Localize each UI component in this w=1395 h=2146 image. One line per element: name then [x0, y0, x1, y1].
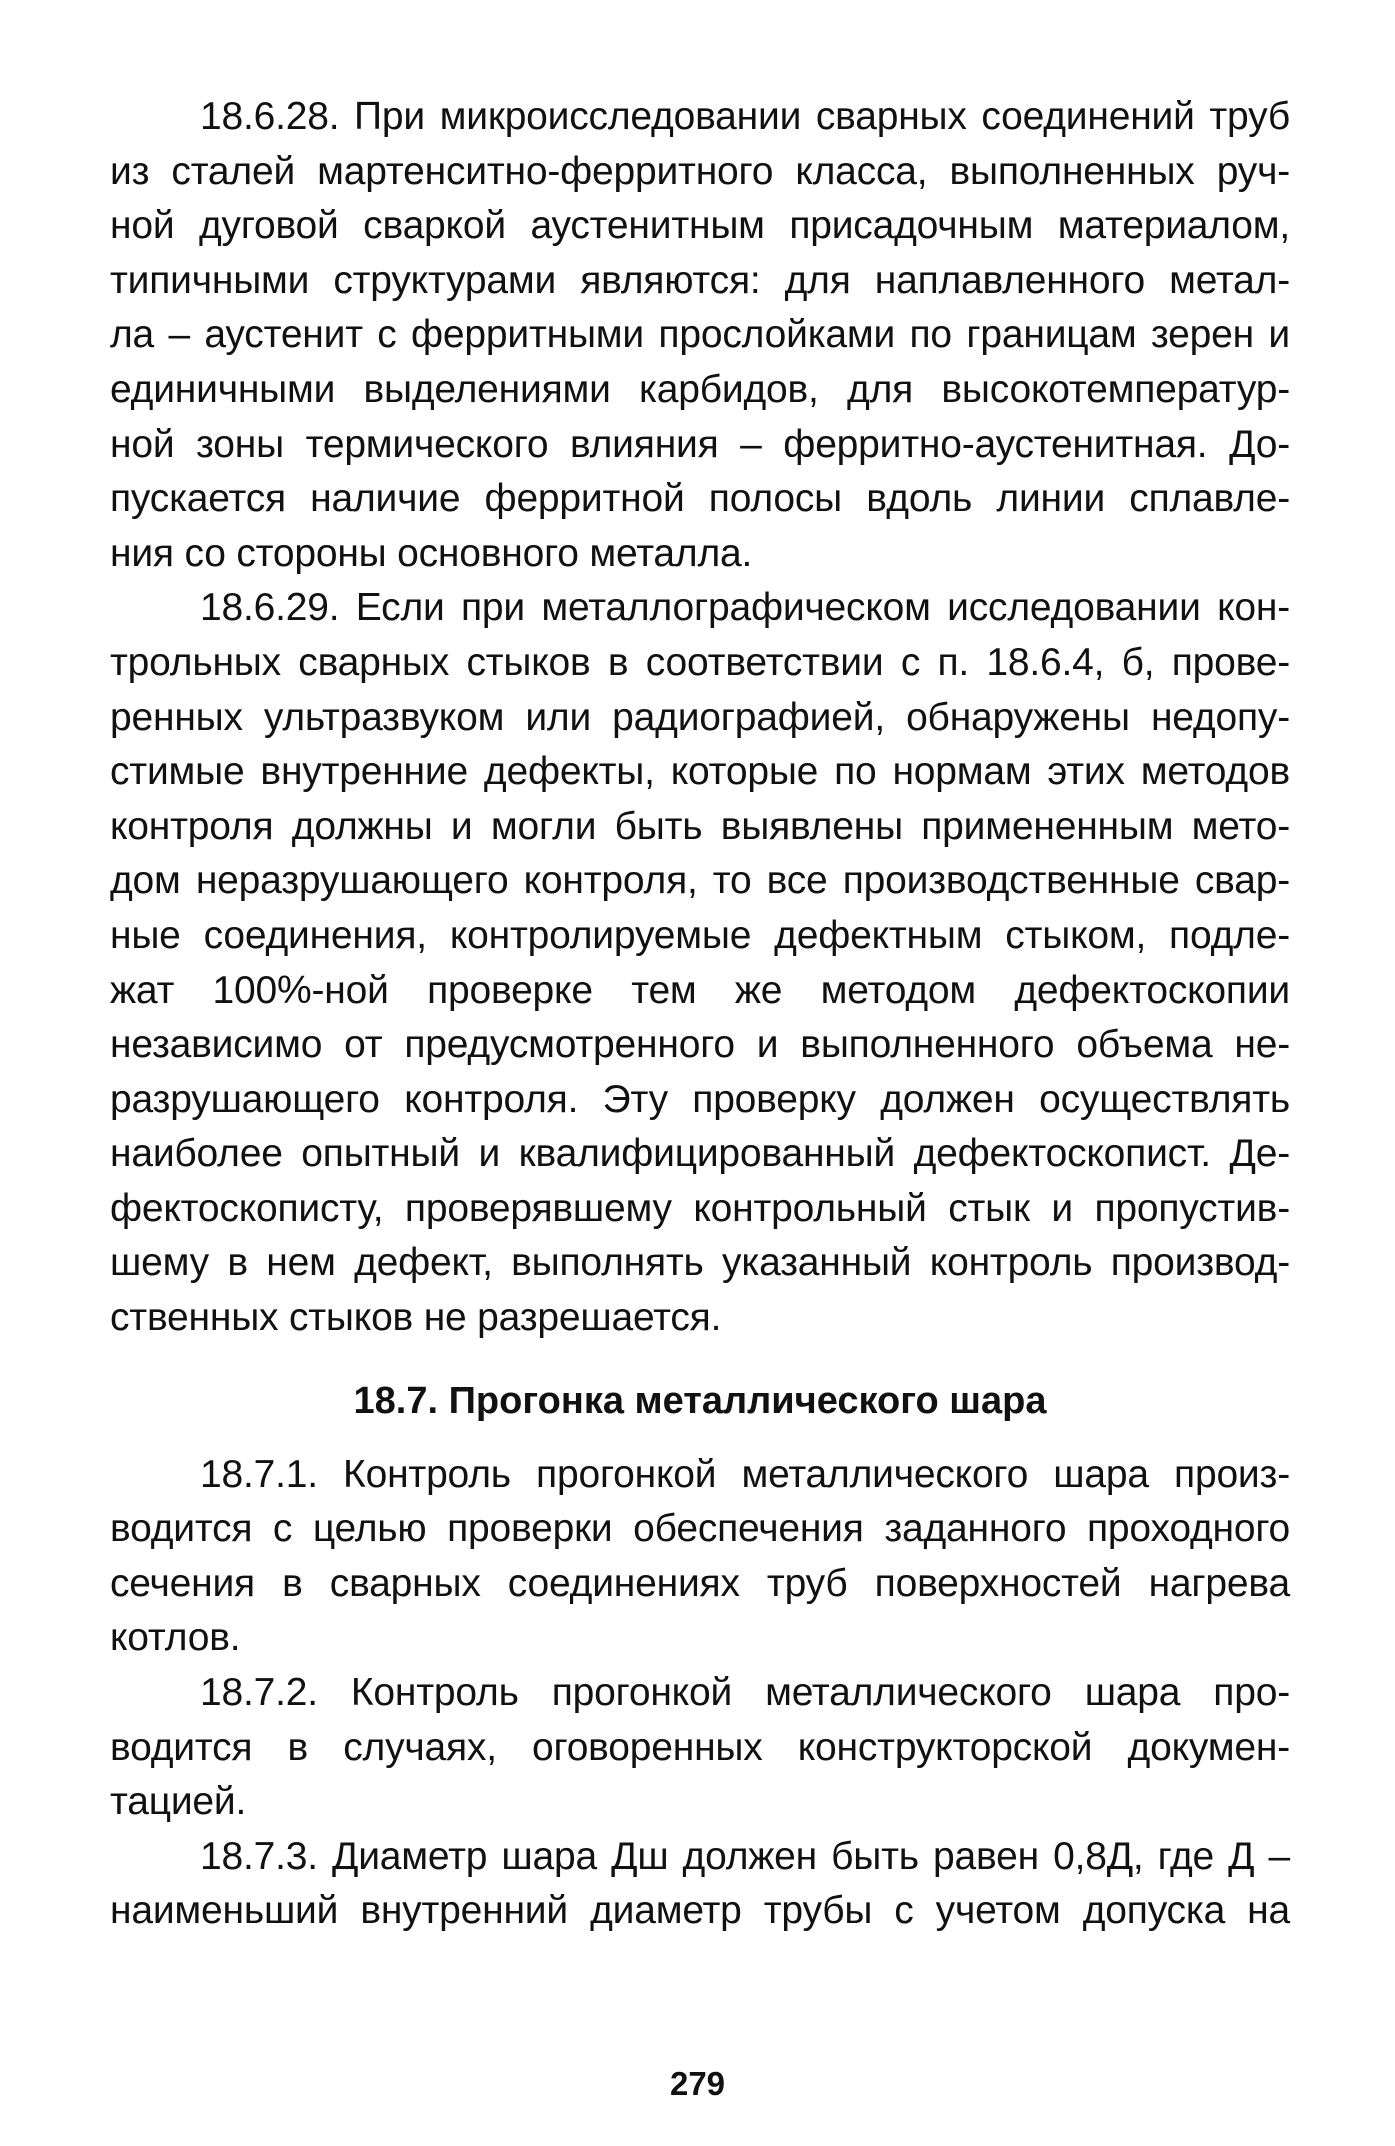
text-line: наиболее опытный и квалифицированный дефектоскопист. Де-	[110, 1132, 1290, 1176]
text-line: из сталей мартенситно-ферритного класса, выполненных руч-	[110, 149, 1290, 193]
text-line: котлов.	[110, 1616, 241, 1660]
page-number: 279	[669, 2065, 726, 2102]
text-line: наименьший внутренний диаметр трубы с учетом допуска на	[110, 1889, 1290, 1933]
text-line: трольных сварных стыков в соответствии с п. 18.6.4, б, прове-	[110, 640, 1290, 684]
text-line: ной дуговой сваркой аустенитным присадочным материалом,	[110, 204, 1290, 248]
page-body	[110, 90, 1290, 1939]
text-line: ной зоны термического влияния – ферритно-аустенитная. До-	[110, 422, 1290, 466]
text-line: ные соединения, контролируемые дефектным стыком, подле-	[110, 913, 1290, 957]
text-line: типичными структурами являются: для наплавленного метал-	[110, 258, 1290, 302]
text-line: водится в случаях, оговоренных конструкторской докумен-	[110, 1725, 1290, 1769]
paragraph-18-6-28	[110, 90, 1290, 581]
text-line: пускается наличие ферритной полосы вдоль линии сплавле-	[110, 477, 1290, 521]
text-line: сечения в сварных соединениях труб поверхностей нагрева	[110, 1561, 1290, 1605]
paragraph-18-7-1	[110, 1448, 1290, 1666]
paragraph-18-7-3	[110, 1830, 1290, 1939]
text-line: водится с целью проверки обеспечения заданного проходного	[110, 1507, 1290, 1551]
text-line: ренных ультразвуком или радиографией, обнаружены недопу-	[110, 695, 1290, 739]
text-line: ла – аустенит с ферритными прослойками по границам зерен и	[110, 313, 1290, 357]
section-heading: 18.7. Прогонка металлического шара	[353, 1379, 1047, 1422]
text-line: 18.7.1. Контроль прогонкой металлического шара произ-	[200, 1452, 1290, 1496]
text-line: 18.6.28. При микроисследовании сварных соединений труб	[200, 95, 1290, 138]
text-line: 18.7.2. Контроль прогонкой металлического шара про-	[200, 1671, 1290, 1715]
text-line: 18.7.3. Диаметр шара Дш должен быть равен 0,8Д, где Д –	[200, 1834, 1290, 1878]
text-line: стимые внутренние дефекты, которые по нормам этих методов	[110, 750, 1290, 794]
text-line: независимо от предусмотренного и выполненного объема не-	[110, 1023, 1290, 1067]
text-line: дом неразрушающего контроля, то все производственные свар-	[110, 859, 1290, 903]
text-line: ственных стыков не разрешается.	[110, 1296, 722, 1340]
text-line: контроля должны и могли быть выявлены примененным мето-	[110, 804, 1290, 848]
text-line: тацией.	[110, 1780, 247, 1824]
text-line: шему в нем дефект, выполнять указанный контроль производ-	[110, 1241, 1290, 1285]
text-line: 18.6.29. Если при металлографическом исследовании кон-	[200, 586, 1290, 630]
text-line: ния со стороны основного металла.	[110, 531, 753, 575]
text-line: разрушающего контроля. Эту проверку должен осуществлять	[110, 1077, 1290, 1121]
text-line: жат 100%-ной проверке тем же методом дефектоскопии	[110, 968, 1290, 1012]
paragraph-18-6-29	[110, 581, 1290, 1345]
text-line: фектоскописту, проверявшему контрольный стык и пропустив-	[110, 1186, 1290, 1230]
paragraph-18-7-2	[110, 1666, 1290, 1830]
text-line: единичными выделениями карбидов, для высокотемператур-	[110, 367, 1290, 411]
